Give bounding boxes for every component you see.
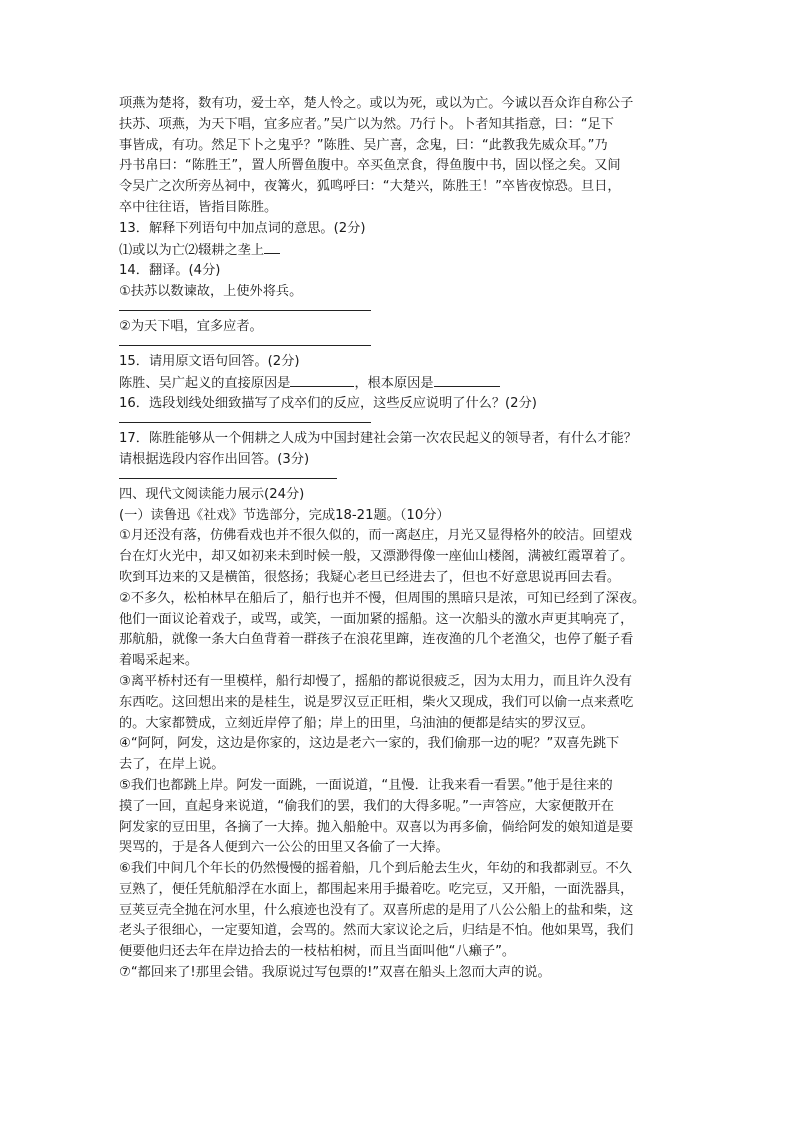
story-line: 哭骂的，于是各人便到六一公公的田里又各偷了一大捧。 — [119, 840, 449, 856]
question-15-part-2: ，根本原因是 — [354, 375, 434, 391]
passage-line: 扶苏、项燕，为天下唱，宜多应者。”吴广以为然。乃行卜。卜者知其指意，曰：“足下 — [119, 116, 614, 132]
story-line: ②不多久，松柏林早在船后了，船行也并不慢，但周围的黑暗只是浓，可知已经到了深夜。 — [119, 590, 646, 606]
story-line: 豆荚豆壳全抛在河水里，什么痕迹也没有了。双喜所虑的是用了八公公船上的盐和柴，这 — [119, 902, 634, 918]
story-line: ①月还没有落，仿佛看戏也并不很久似的，而一离赵庄，月光又显得格外的皎洁。回望戏 — [119, 528, 632, 544]
passage-line: 令吴广之次所旁丛祠中，夜篝火，狐鸣呼曰：“大楚兴，陈胜王！”卒皆夜惊恐。旦日， — [119, 179, 621, 195]
story-line: ③离平桥村还有一里模样，船行却慢了，摇船的都说很疲乏，因为太用力，而且许久没有 — [119, 673, 632, 689]
answer-line[interactable] — [119, 310, 371, 311]
story-line: 的。大家都赞成，立刻近岸停了船；岸上的田里，乌油油的便都是结实的罗汉豆。 — [119, 715, 594, 731]
question-13-items — [119, 240, 679, 262]
story-line: 台在灯火光中，却又如初来未到时候一般，又漂渺得像一座仙山楼阁，满被红霞罩着了。 — [119, 549, 634, 565]
answer-blank-direct-cause[interactable] — [290, 373, 354, 387]
question-13-items-text: ⑴或以为亡⑵辍耕之垄上 — [119, 242, 265, 258]
story-line: 豆熟了，便任凭航船浮在水面上，都围起来用手撮着吃。吃完豆，又开船，一面洗器具， — [119, 881, 634, 897]
classical-passage — [119, 94, 679, 219]
answer-blank[interactable] — [264, 240, 280, 254]
page-content — [119, 94, 679, 984]
story-line: 东西吃。这回想出来的是桂生，说是罗汉豆正旺相，柴火又现成，我们可以偷一点来煮吃 — [119, 694, 634, 710]
story-line: ④“阿阿，阿发，这边是你家的，这边是老六一家的，我们偷那一边的呢？”双喜先跳下 — [119, 736, 620, 752]
section-heading: 四、现代文阅读能力展示(24分) — [119, 486, 305, 502]
question-15-fill — [119, 373, 679, 395]
answer-blank-root-cause[interactable] — [434, 373, 500, 387]
passage-line: 丹书帛曰：“陈胜王”，置人所罾鱼腹中。卒买鱼烹食，得鱼腹中书，固以怪之矣。又间 — [119, 158, 621, 174]
story-line: ⑥我们中间几个年长的仍然慢慢的摇着船，几个到后舱去生火，年幼的和我都剥豆。不久 — [119, 861, 632, 877]
story-passage — [119, 526, 679, 984]
question-14-prompt: 14．翻译。(4分) — [119, 263, 221, 279]
answer-line[interactable] — [119, 345, 371, 346]
answer-line[interactable] — [119, 422, 371, 423]
question-17-line-2: 请根据选段内容作出回答。(3分) — [119, 451, 310, 467]
story-line: 吹到耳边来的又是横笛，很悠扬；我疑心老旦已经进去了，但也不好意思说再回去看。 — [119, 569, 621, 585]
passage-line: 项燕为楚将，数有功，爱士卒，楚人怜之。或以为死，或以为亡。今诚以吾众诈自称公子 — [119, 96, 634, 111]
question-17-line-1: 17．陈胜能够从一个佣耕之人成为中国封建社会第一次农民起义的领导者，有什么才能？ — [119, 431, 637, 447]
question-15-part-1: 陈胜、吴广起义的直接原因是 — [119, 375, 291, 391]
story-line: 老头子很细心，一定要知道，会骂的。然而大家议论之后，归结是不怕。他如果骂，我们 — [119, 923, 634, 939]
answer-line[interactable] — [119, 478, 337, 479]
story-line: 那航船，就像一条大白鱼背着一群孩子在浪花里蹿，连夜渔的几个老渔父，也停了艇子看 — [119, 632, 634, 648]
question-14-item-2: ②为天下唱，宜多应者。 — [119, 318, 263, 334]
story-line: ⑦“都回来了!那里会错。我原说过写包票的!”双喜在船头上忽而大声的说。 — [119, 965, 551, 981]
story-line: 便要他归还去年在岸边拾去的一枝枯桕树，而且当面叫他“八癞子”。 — [119, 944, 516, 960]
question-15-prompt: 15．请用原文语句回答。(2分) — [119, 353, 300, 369]
passage-line: 事皆成，有功。然足下卜之鬼乎？”陈胜、吴广喜，念鬼，曰：“此教我先威众耳。”乃 — [119, 137, 608, 153]
story-line: 去了，在岸上说。 — [119, 757, 225, 773]
story-line: ⑤我们也都跳上岸。阿发一面跳，一面说道，“且慢．让我来看一看罢。”他于是往来的 — [119, 777, 613, 793]
section-subheading: (一）读鲁迅《社戏》节选部分，完成18-21题。（10分） — [119, 507, 450, 523]
story-line: 阿发家的豆田里，各摘了一大捧。抛入船舱中。双喜以为再多偷，倘给阿发的娘知道是要 — [119, 819, 634, 835]
question-13-prompt: 13．解释下列语句中加点词的意思。(2分) — [119, 220, 366, 236]
question-16-prompt: 16．选段划线处细致描写了戍卒们的反应，这些反应说明了什么？(2分) — [119, 396, 537, 412]
question-14-item-1: ①扶苏以数谏故，上使外将兵。 — [119, 284, 303, 300]
story-line: 着喝采起来。 — [119, 653, 199, 669]
passage-line: 卒中往往语，皆指目陈胜。 — [119, 199, 278, 215]
story-line: 摸了一回，直起身来说道，“偷我们的罢，我们的大得多呢。”一声答应，大家便散开在 — [119, 798, 614, 814]
story-line: 他们一面议论着戏子，或骂，或笑，一面加紧的摇船。这一次船头的激水声更其响亮了， — [119, 611, 634, 627]
